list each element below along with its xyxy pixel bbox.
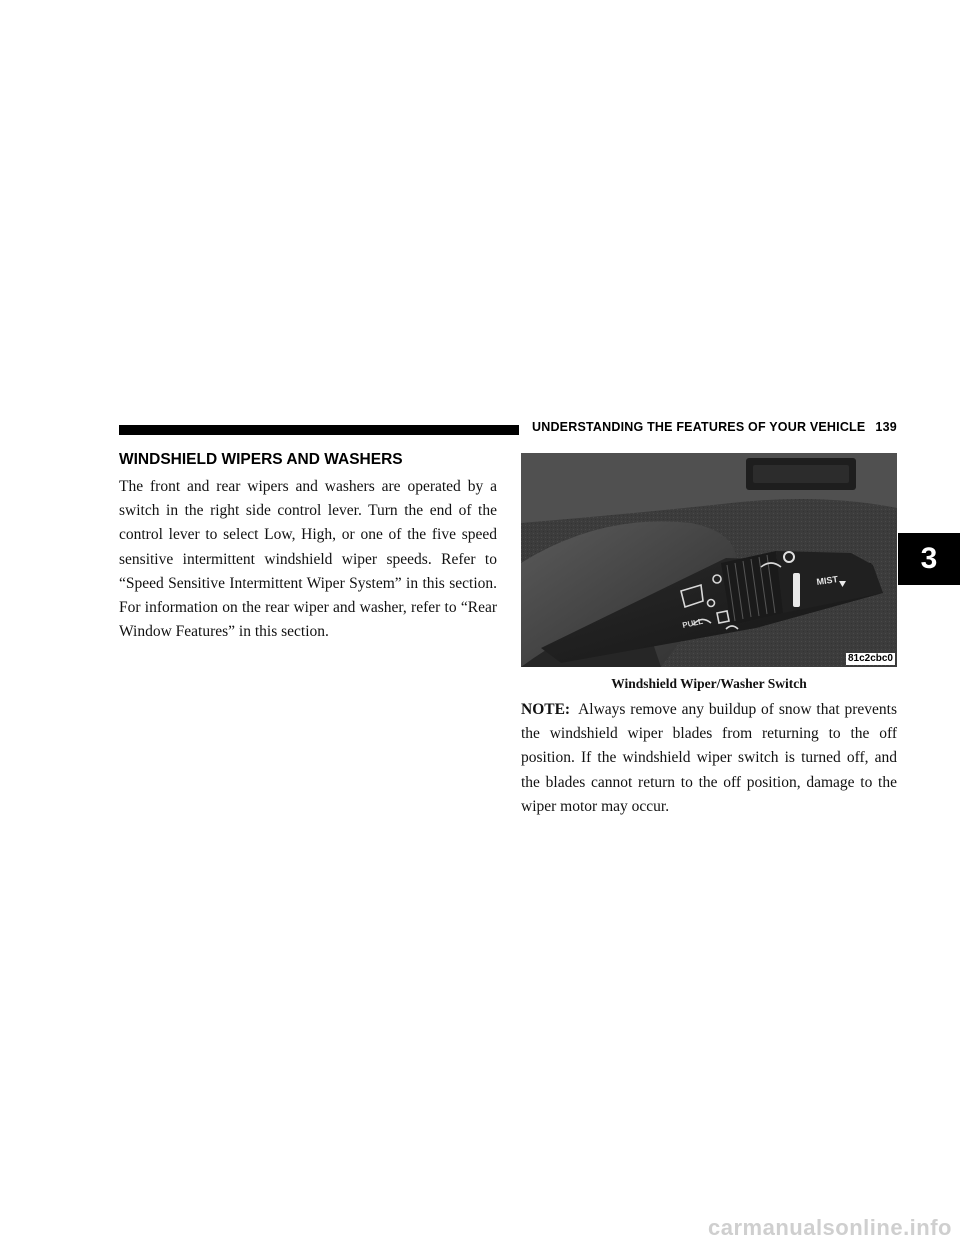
watermark: carmanualsonline.info	[708, 1215, 952, 1240]
chapter-tab: 3	[898, 533, 960, 585]
running-header	[532, 420, 897, 434]
wiper-switch-photo	[521, 453, 897, 667]
note-label: NOTE:	[521, 701, 571, 718]
figure-id-tag: 81c2cbc0	[847, 653, 893, 664]
pull-label: PULL	[681, 616, 704, 630]
section-paragraph: The front and rear wipers and washers are operated by a switch in the right side control lever. Turn the end of the control lever to select Low, High, or one of the five speed sensitive intermittent windshield wiper speeds. Refer to “Speed Sensitive Intermittent Wiper System” in this section. For information on the rear wiper and washer, refer to “Rear Window Features” in this section.	[119, 478, 497, 641]
wiper-switch-illustration	[521, 453, 897, 667]
header-title: UNDERSTANDING THE FEATURES OF YOUR VEHICLE	[532, 420, 866, 434]
section-heading: WINDSHIELD WIPERS AND WASHERS	[119, 451, 403, 468]
header-rule	[119, 425, 519, 435]
page-number: 139	[875, 420, 897, 434]
mist-label: MIST	[815, 574, 839, 587]
figure-caption: Windshield Wiper/Washer Switch	[611, 676, 807, 691]
note-paragraph	[521, 698, 897, 819]
note-text: Always remove any buildup of snow that prevents the windshield wiper blades from returning to the off position. If the windshield wiper switch is turned off, and the blades cannot return to the off position, damage to the wiper motor may occur.	[521, 701, 897, 815]
